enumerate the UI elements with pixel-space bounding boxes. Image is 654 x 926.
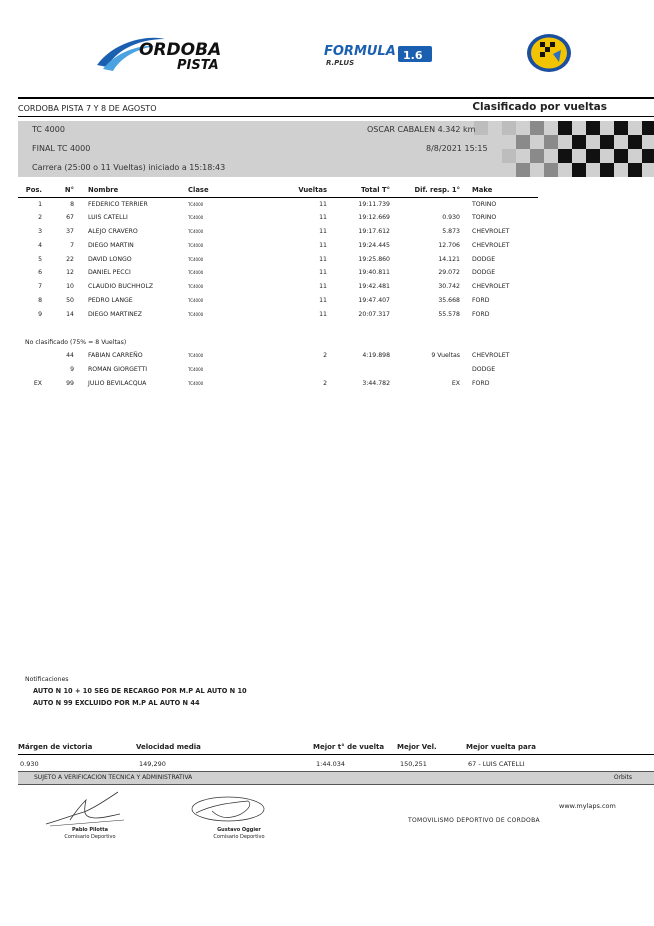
- verification-note: SUJETO A VERIFICACION TECNICA Y ADMINISTRATIVA: [34, 774, 193, 781]
- signature-1-role: Comisario Deportivo: [64, 834, 116, 840]
- best-speed-value: 150,251: [400, 760, 427, 768]
- signature-2-role: Comisario Deportivo: [213, 834, 265, 840]
- cell-total: 19:40.811: [358, 269, 390, 277]
- cordoba-pista-logo: [95, 35, 235, 75]
- cell-make: FORD: [472, 379, 490, 387]
- cell-no: 12: [66, 269, 74, 277]
- cell-clase: TC4000: [188, 380, 204, 386]
- avg-speed-label: Velocidad media: [136, 743, 201, 751]
- cell-diff: 35.668: [438, 296, 460, 304]
- cell-pos: 2: [38, 214, 42, 222]
- cell-name: DANIEL PECCI: [88, 269, 131, 277]
- cell-laps: 11: [319, 296, 327, 304]
- cell-laps: 11: [319, 200, 327, 208]
- cell-make: FORD: [472, 310, 490, 318]
- cell-name: ALEJO CRAVERO: [88, 227, 138, 235]
- cell-diff: 0.930: [442, 214, 460, 222]
- cell-name: DIEGO MARTIN: [88, 241, 134, 249]
- col-no: N°: [44, 184, 76, 197]
- cell-name: ROMAN GIORGETTI: [88, 366, 148, 374]
- cell-laps: 11: [319, 310, 327, 318]
- checker-square: [516, 135, 530, 149]
- cell-make: CHEVROLET: [472, 352, 510, 360]
- summary-rule: [18, 754, 654, 755]
- checkered-flag-pattern: [474, 121, 654, 177]
- checker-square: [558, 121, 572, 135]
- checker-square: [572, 135, 586, 149]
- checker-square: [642, 121, 654, 135]
- cell-name: CLAUDIO BUCHHOLZ: [88, 283, 154, 291]
- cell-no: 22: [66, 255, 74, 263]
- cell-laps: 11: [319, 227, 327, 235]
- table-row: [18, 349, 538, 363]
- cell-diff: 55.578: [438, 310, 460, 318]
- cell-pos: 7: [38, 283, 42, 291]
- signature-1: [40, 790, 130, 830]
- cell-laps: 2: [323, 379, 327, 387]
- organization: TOMOVILISMO DEPORTIVO DE CORDOBA: [408, 817, 540, 824]
- formula-1-6-logo: [322, 40, 434, 68]
- cell-no: 37: [66, 227, 74, 235]
- cell-make: FORD: [472, 296, 490, 304]
- checker-square: [586, 149, 600, 163]
- cell-laps: [264, 363, 327, 377]
- cell-name: FABIAN CARREÑO: [88, 352, 143, 360]
- cell-clase: TC4000: [188, 215, 204, 221]
- results-header-row: [18, 184, 538, 197]
- formula-number: 1.6: [403, 49, 423, 62]
- table-row: [18, 211, 538, 225]
- notification-line: AUTO N 99 EXCLUIDO POR M.P AL AUTO N 44: [33, 699, 200, 707]
- checker-square: [544, 135, 558, 149]
- col-clase: Clase: [188, 184, 264, 197]
- cell-no: 9: [70, 366, 74, 374]
- cell-total: 19:24.445: [358, 241, 390, 249]
- formula-text: FORMULA: [324, 44, 396, 59]
- margin-label: Márgen de victoria: [18, 743, 93, 751]
- cell-laps: 11: [319, 269, 327, 277]
- cell-pos: [18, 349, 44, 363]
- orbits-brand: Orbits: [613, 774, 632, 781]
- cell-make: CHEVROLET: [472, 241, 510, 249]
- table-row: [18, 363, 538, 377]
- cell-pos: EX: [33, 379, 42, 387]
- notification-line: AUTO N 10 + 10 SEG DE RECARGO POR M.P AL AUTO N 10: [33, 687, 247, 695]
- table-row: [18, 377, 538, 391]
- cell-no: 99: [66, 379, 74, 387]
- not-classified-table: [18, 349, 538, 390]
- cell-pos: 4: [38, 241, 42, 249]
- cell-diff: 12.706: [438, 241, 460, 249]
- session-label: FINAL TC 4000: [32, 144, 91, 153]
- cell-clase: TC4000: [188, 367, 204, 373]
- cell-laps: 11: [319, 241, 327, 249]
- cell-clase: TC4000: [188, 270, 204, 276]
- cell-clase: TC4000: [188, 353, 204, 359]
- cell-clase: TC4000: [188, 256, 204, 262]
- signature-2-name: Gustavo Oggier: [217, 827, 261, 833]
- cell-total: [327, 363, 390, 377]
- cell-pos: 8: [38, 296, 42, 304]
- best-speed-label: Mejor Vel.: [397, 743, 437, 751]
- signature-2: [188, 793, 270, 829]
- checker-square: [516, 163, 530, 177]
- checker-square: [558, 149, 572, 163]
- cell-clase: TC4000: [188, 242, 204, 248]
- table-row: [18, 238, 538, 252]
- cell-clase: TC4000: [188, 311, 204, 317]
- cell-no: 67: [66, 214, 74, 222]
- cell-total: 20:07.317: [358, 310, 390, 318]
- best-lap-label: Mejor vuelta para: [466, 743, 536, 751]
- cell-diff: [390, 197, 460, 211]
- circuit-label: OSCAR CABALEN 4.342 km: [367, 125, 476, 134]
- checker-square: [530, 149, 544, 163]
- col-pos: Pos.: [18, 184, 44, 197]
- cell-diff: 14.121: [438, 255, 460, 263]
- table-row: [18, 225, 538, 239]
- cell-pos: 6: [38, 269, 42, 277]
- cell-pos: 5: [38, 255, 42, 263]
- cell-pos: 1: [38, 200, 42, 208]
- checker-square: [600, 135, 614, 149]
- cell-pos: [18, 363, 44, 377]
- cell-make: DODGE: [472, 255, 496, 263]
- cell-diff: 9 Vueltas: [431, 352, 460, 360]
- col-laps: Vueltas: [264, 184, 327, 197]
- cell-no: 8: [70, 200, 74, 208]
- cell-name: FEDERICO TERRIER: [88, 200, 148, 208]
- event-name: CORDOBA PISTA 7 Y 8 DE AGOSTO: [18, 104, 157, 113]
- signature-1-name: Pablo Pilotta: [71, 827, 109, 833]
- cell-diff: 5.873: [442, 227, 460, 235]
- cell-clase: TC4000: [188, 297, 204, 303]
- cell-total: 19:42.481: [358, 283, 390, 291]
- cell-name: DAVID LONGO: [88, 255, 132, 263]
- cell-total: 3:44.782: [362, 379, 390, 387]
- table-row: [18, 307, 538, 321]
- cell-total: 19:11.739: [358, 200, 390, 208]
- cell-total: 19:17.612: [358, 227, 390, 235]
- not-classified-body: [18, 349, 538, 390]
- col-name: Nombre: [76, 184, 188, 197]
- cell-diff: 30.742: [438, 283, 460, 291]
- header-rule-lower: [18, 116, 654, 117]
- checker-square: [614, 121, 628, 135]
- cell-clase: TC4000: [188, 284, 204, 290]
- cell-no: 14: [66, 310, 74, 318]
- best-lap-time-label: Mejor t° de vuelta: [313, 743, 385, 751]
- cell-no: 7: [70, 241, 74, 249]
- cell-laps: 11: [319, 283, 327, 291]
- report-title: Clasificado por vueltas: [472, 101, 607, 113]
- avg-speed-value: 149,290: [139, 760, 166, 768]
- results-table: [18, 184, 538, 321]
- cell-no: 50: [66, 296, 74, 304]
- table-row: [18, 266, 538, 280]
- race-description: Carrera (25:00 o 11 Vueltas) iniciado a 15:18:43: [32, 163, 226, 172]
- checker-square: [474, 121, 488, 135]
- cell-make: DODGE: [472, 366, 496, 374]
- not-classified-label: No clasificado (75% = 8 Vueltas): [25, 339, 127, 346]
- checker-square: [614, 149, 628, 163]
- cell-make: TORINO: [472, 200, 497, 208]
- table-row: [18, 294, 538, 308]
- cordoba-text: ORDOBA: [139, 40, 222, 60]
- cell-name: LUIS CATELLI: [88, 214, 128, 222]
- cell-make: CHEVROLET: [472, 283, 510, 291]
- cell-make: CHEVROLET: [472, 227, 510, 235]
- checker-square: [544, 163, 558, 177]
- col-diff: Dif. resp. 1°: [390, 184, 460, 197]
- margin-value: 0.930: [20, 760, 39, 768]
- cell-pos: 9: [38, 310, 42, 318]
- header-rule: [18, 97, 654, 99]
- cell-make: TORINO: [472, 214, 497, 222]
- cell-laps: 2: [323, 352, 327, 360]
- col-total: Total T°: [327, 184, 390, 197]
- checker-square: [572, 163, 586, 177]
- col-make: Make: [460, 184, 538, 197]
- federation-seal-logo: [525, 32, 573, 74]
- rplus-text: R.PLUS: [326, 59, 355, 67]
- checker-square: [586, 121, 600, 135]
- cell-name: DIEGO MARTINEZ: [88, 310, 142, 318]
- session-datetime: 8/8/2021 15:15: [426, 144, 488, 153]
- cell-no: 10: [66, 283, 74, 291]
- cell-total: 19:25.860: [358, 255, 390, 263]
- cell-make: DODGE: [472, 269, 496, 277]
- checker-square: [600, 163, 614, 177]
- website: www.mylaps.com: [559, 802, 616, 810]
- cell-name: PEDRO LANGE: [88, 296, 133, 304]
- best-lap-value: 67 - LUIS CATELLI: [468, 760, 525, 768]
- checker-square: [628, 135, 642, 149]
- cell-no: 44: [66, 352, 74, 360]
- checker-square: [530, 121, 544, 135]
- results-body: [18, 197, 538, 321]
- cell-total: 4:19.898: [362, 352, 390, 360]
- checker-square: [502, 149, 516, 163]
- cell-clase: TC4000: [188, 228, 204, 234]
- best-lap-time-value: 1:44.034: [316, 760, 346, 768]
- category-label: TC 4000: [32, 125, 65, 134]
- notifications-label: Notificaciones: [25, 676, 69, 683]
- cell-diff: [390, 363, 460, 377]
- table-row: [18, 252, 538, 266]
- table-row: [18, 280, 538, 294]
- pista-text: PISTA: [177, 58, 219, 73]
- cell-pos: 3: [38, 227, 42, 235]
- cell-laps: 11: [319, 255, 327, 263]
- footer-bar: [18, 771, 654, 785]
- checker-square: [642, 149, 654, 163]
- cell-name: JULIO BEVILACQUA: [88, 379, 147, 387]
- table-row: [18, 197, 538, 211]
- cell-clase: TC4000: [188, 201, 204, 207]
- cell-total: 19:47.407: [358, 296, 390, 304]
- checker-square: [628, 163, 642, 177]
- cell-diff: EX: [451, 379, 460, 387]
- cell-total: 19:12.669: [358, 214, 390, 222]
- cell-diff: 29.072: [438, 269, 460, 277]
- checker-square: [502, 121, 516, 135]
- cell-laps: 11: [319, 214, 327, 222]
